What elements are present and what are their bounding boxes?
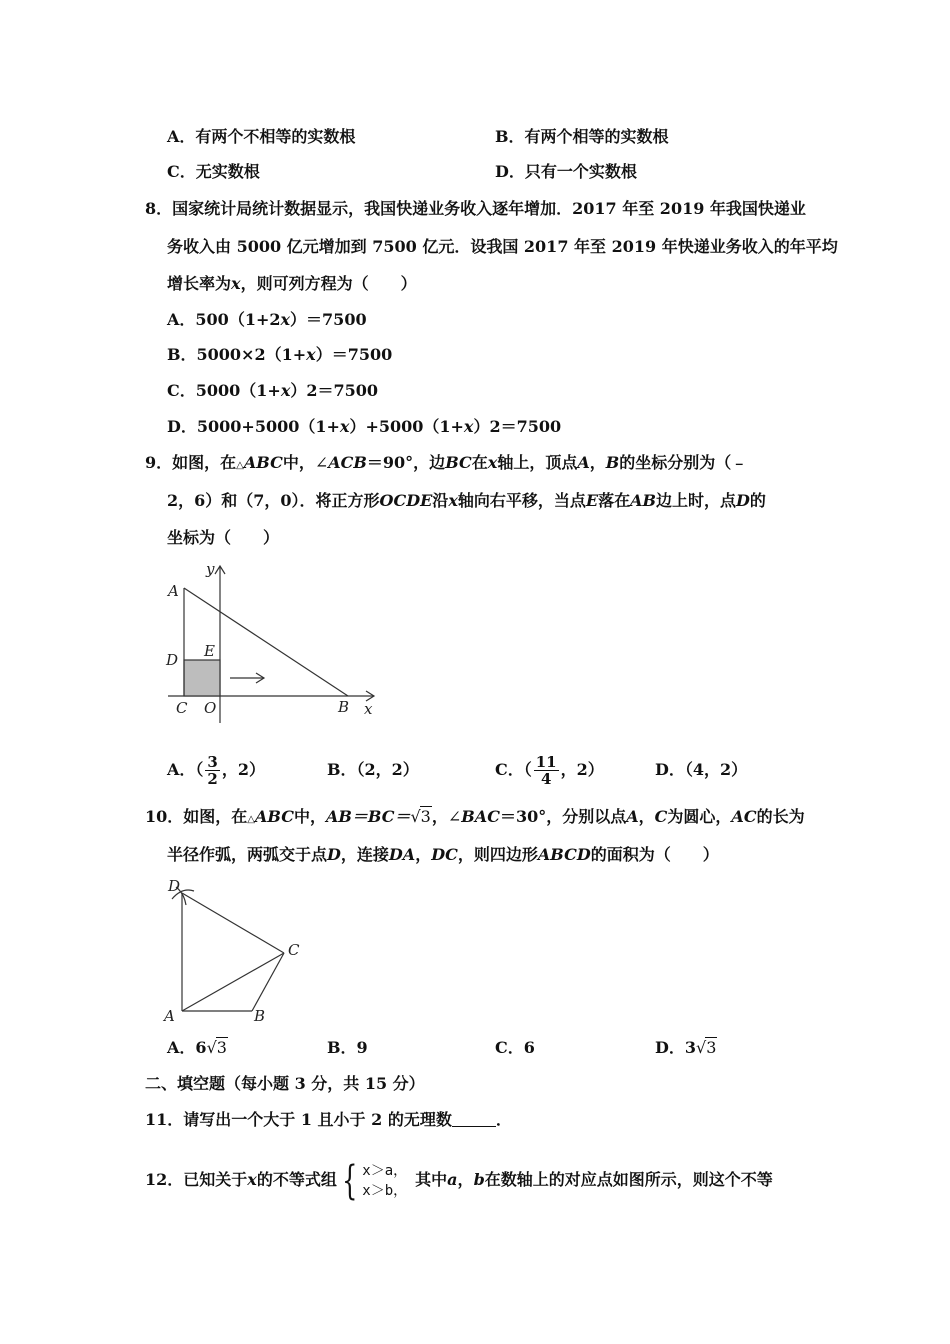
label-c: C — [288, 941, 300, 959]
q9-option-d: D．（4，2） — [655, 760, 748, 779]
q9-line2: 2，6）和（7，0）．将正方形OCDE沿x轴向右平移，当点E落在AB边上时，点D的 — [167, 491, 766, 510]
q9-option-c: C．（ $\frac{11}{4}$ ，2） — [495, 753, 604, 788]
q7-option-c: C．无实数根 — [167, 162, 260, 181]
q10-line2: 半径作弧，两弧交于点D，连接DA，DC，则四边形ABCD的面积为（ ） — [167, 845, 719, 864]
label-x: x — [364, 700, 373, 718]
q9-option-b: B．（2，2） — [327, 760, 419, 779]
q9-option-a: A．（ $\frac{3}{2}$ ，2） — [167, 753, 265, 788]
square-ocde — [184, 660, 220, 696]
q11: 11．请写出一个大于 1 且小于 2 的无理数 ． — [145, 1110, 512, 1129]
q7-option-d: D．只有一个实数根 — [495, 162, 637, 181]
q8-option-b: B．5000×2（1+x）＝7500 — [167, 345, 393, 364]
q12-line1: 12．已知关于x的不等式组 { x＞a， x＞b， 其中a，b在数轴上的对应点如图所示，则这个不等 — [145, 1157, 773, 1204]
q10-option-d: D．3√3 — [655, 1038, 717, 1057]
label-d: D — [166, 651, 179, 669]
q10-figure — [160, 875, 310, 1027]
section-heading: 二、填空题（每小题 3 分，共 15 分） — [145, 1074, 425, 1093]
q8-line2: 务收入由 5000 亿元增加到 7500 亿元．设我国 2017 年至 2019 年快递业务收入的年平均 — [167, 237, 838, 256]
side-dc — [182, 893, 284, 953]
q10-option-c: C．6 — [495, 1038, 535, 1057]
label-y: y — [206, 560, 215, 578]
q10-line1: 10．如图，在△ABC中，AB＝BC＝√3，∠BAC＝30°，分别以点A，C为圆心，AC的长为 — [145, 807, 805, 826]
inequality-system: x＞a， x＞b， — [362, 1162, 408, 1199]
q10-option-a: A．6√3 — [167, 1038, 227, 1057]
label-d: D — [168, 877, 181, 895]
q8-option-a: A．500（1+2x）＝7500 — [167, 310, 367, 329]
q8-option-c: C．5000（1+x）2＝7500 — [167, 381, 379, 400]
q10-option-b: B．9 — [327, 1038, 368, 1057]
q9-figure — [160, 558, 390, 723]
label-b: B — [254, 1007, 266, 1025]
q8-line3: 增长率为x，则可列方程为（ ） — [167, 274, 417, 293]
label-b: B — [338, 698, 350, 716]
label-e: E — [204, 642, 215, 660]
q9-line3: 坐标为（ ） — [167, 528, 280, 547]
q9-line1: 9．如图，在△ABC中，∠ACB＝90°，边BC在x轴上，顶点A，B的坐标分别为（﹣ — [145, 453, 748, 472]
q8-line1: 8．国家统计局统计数据显示，我国快递业务收入逐年增加．2017 年至 2019 年我国快递业 — [145, 199, 806, 218]
diagonal-ac — [182, 953, 284, 1011]
label-a: A — [168, 582, 179, 600]
label-o: O — [204, 699, 217, 717]
label-c: C — [176, 699, 188, 717]
brace-icon: { — [341, 1157, 358, 1204]
q8-option-d: D．5000+5000（1+x）+5000（1+x）2＝7500 — [167, 417, 562, 436]
label-a: A — [164, 1007, 175, 1025]
q7-option-a: A．有两个不相等的实数根 — [167, 127, 356, 146]
answer-blank[interactable] — [452, 1110, 496, 1127]
q7-option-b: B．有两个相等的实数根 — [495, 127, 669, 146]
